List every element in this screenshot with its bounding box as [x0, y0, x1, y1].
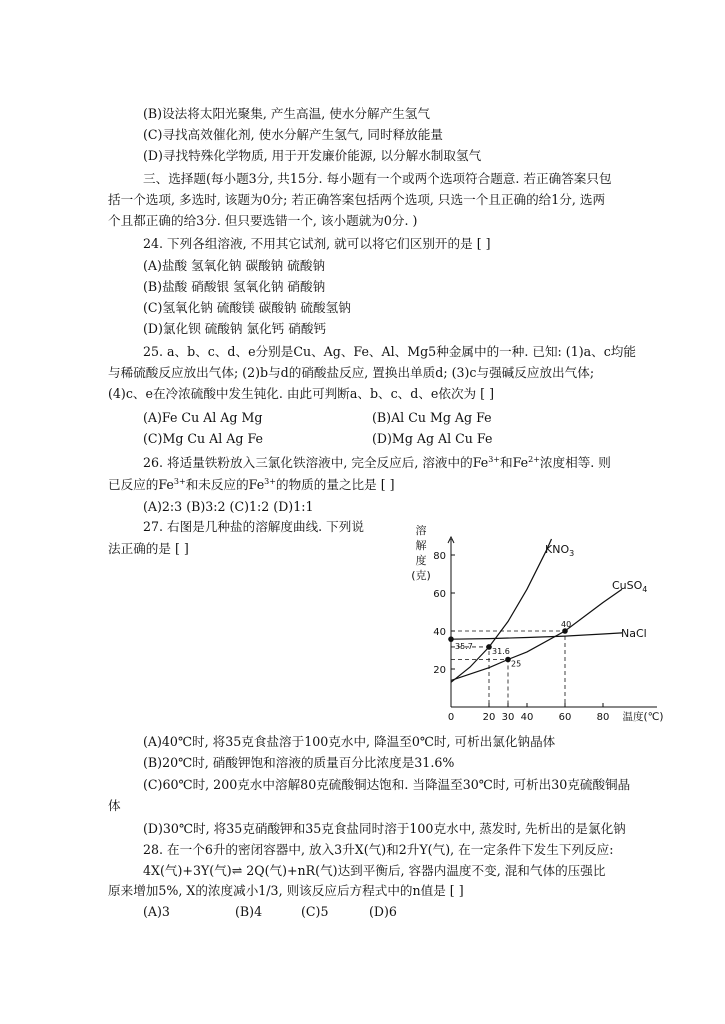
- q26-text-c: 浓度相等. 则: [539, 455, 611, 470]
- guide-30-25: [451, 660, 508, 708]
- series-label-nacl: NaCl: [621, 627, 647, 640]
- fe3-charge-2: 3+: [173, 477, 186, 486]
- question-24-option-a: (A)盐酸 氢氧化钠 碳酸钠 硫酸钠: [143, 258, 326, 273]
- section3-instructions-line2: 括一个选项, 多选时, 该题为0分; 若正确答案包括两个选项, 只选一个且正确的给1分, 选两: [108, 192, 606, 207]
- question-26-options: (A)2:3 (B)3:2 (C)1:2 (D)1:1: [143, 499, 314, 514]
- option-b-line: (B)设法将太阳光聚集, 产生高温, 使水分解产生氢气: [143, 106, 430, 121]
- fe3-charge-3: 3+: [264, 477, 276, 486]
- question-24-option-b: (B)盐酸 硝酸银 氢氧化钠 硝酸钠: [143, 279, 326, 294]
- y-tick-label: 40: [433, 627, 446, 638]
- q26-text-f: 的物质的量之比是 [ ]: [275, 477, 395, 492]
- question-27-option-a: (A)40℃时, 将35克食盐溶于100克水中, 降温至0℃时, 可析出氯化钠晶体: [143, 734, 556, 749]
- q28-option-b: (B)4: [235, 904, 263, 919]
- question-27-option-d: (D)30℃时, 将35克硝酸钾和35克食盐同时溶于100克水中, 蒸发时, 先析出的是氯化钠: [143, 821, 626, 836]
- x-axis-title: 温度(℃): [622, 711, 664, 723]
- y-axis-title-char: (克): [411, 569, 431, 582]
- y-axis-title-char: 溶: [415, 525, 427, 537]
- question-28-stem-line2: 4X(气)+3Y(气)⇌ 2Q(气)+nR(气)达到平衡后, 容器内温度不变, 混和气体的压强比: [143, 863, 606, 878]
- x-tick-label: 0: [447, 712, 455, 723]
- chart-labels: [411, 525, 663, 723]
- x-tick-label: 80: [596, 712, 610, 723]
- point-40: [562, 628, 568, 634]
- question-25-stem-line3: (4)c、e在冷浓硫酸中发生钝化. 由此可判断a、b、c、d、e依次为 [ ]: [108, 386, 494, 401]
- q28-option-d: (D)6: [369, 904, 397, 919]
- section3-instructions-line1: 三、选择题(每小题3分, 共15分. 每小题有一个或两个选项符合题意. 若正确答案只包: [143, 171, 612, 186]
- series-label-cuso4: CuSO$_4$: [612, 579, 648, 594]
- x-tick-label: 40: [520, 712, 534, 723]
- annot-40: 40: [561, 620, 572, 629]
- q28-option-a: (A)3: [143, 904, 170, 919]
- q26-text-b: 和Fe: [500, 455, 529, 470]
- option-d-line: (D)寻找特殊化学物质, 用于开发廉价能源, 以分解水制取氢气: [143, 148, 482, 163]
- option-c-line: (C)寻找高效催化剂, 使水分解产生氢气, 同时释放能量: [143, 127, 443, 142]
- y-axis-title-char: 度: [415, 554, 427, 567]
- y-tick-label: 80: [433, 551, 446, 562]
- question-24-option-c: (C)氢氧化钠 硫酸镁 碳酸钠 硫酸氢钠: [143, 300, 351, 315]
- q28-option-c: (C)5: [301, 904, 329, 919]
- section3-instructions-line3: 个且都正确的给3分. 但只要选错一个, 该小题就为0分. ): [108, 213, 418, 228]
- question-25-option-b: (B)Al Cu Mg Ag Fe: [372, 410, 492, 425]
- annot-35.7: 35.7: [455, 642, 473, 652]
- question-26-stem-line2: [108, 477, 395, 493]
- question-28-options: [143, 904, 397, 920]
- y-tick-label: 60: [433, 589, 446, 600]
- question-27-stem-line1: 27. 右图是几种盐的溶解度曲线. 下列说: [143, 519, 364, 534]
- series-line-kno3: [451, 539, 552, 682]
- y-tick-label: 20: [433, 665, 446, 676]
- question-25-option-d: (D)Mg Ag Al Cu Fe: [372, 431, 493, 446]
- annot-31.6: 31.6: [492, 646, 510, 656]
- fe3-charge: 3+: [488, 455, 500, 464]
- q26-text-e: 和未反应的Fe: [185, 477, 265, 492]
- question-27-option-c-line2: 体: [108, 798, 121, 813]
- question-25-option-a: (A)Fe Cu Al Ag Mg: [143, 410, 263, 425]
- solubility-chart: [405, 525, 685, 730]
- question-27-stem-line2: 法正确的是 [ ]: [108, 541, 189, 556]
- question-26-stem-line1: [143, 455, 611, 471]
- question-27-option-c-line1: (C)60℃时, 200克水中溶解80克硫酸铜达饱和. 当降温至30℃时, 可析出30克硫酸铜晶: [143, 777, 631, 792]
- annot-25: 25: [511, 659, 522, 669]
- question-25-option-c: (C)Mg Cu Al Ag Fe: [143, 431, 263, 446]
- q26-text-d: 已反应的Fe: [108, 477, 174, 492]
- x-tick-label: 30: [501, 712, 515, 723]
- question-28-stem-line3: 原来增加5%, X的浓度减小1/3, 则该反应后方程式中的n值是 [ ]: [108, 883, 464, 898]
- x-tick-label: 60: [558, 712, 572, 723]
- fe2-charge: 2+: [528, 455, 540, 464]
- question-24-option-d: (D)氯化钡 硫酸钠 氯化钙 硝酸钙: [143, 321, 327, 336]
- point-25: [505, 657, 511, 663]
- question-25-stem-line1: 25. a、b、c、d、e分别是Cu、Ag、Fe、Al、Mg5种金属中的一种. 已知: (1)a、c均能: [143, 344, 636, 359]
- question-28-stem-line1: 28. 在一个6升的密闭容器中, 放入3升X(气)和2升Y(气), 在一定条件下发生下列反应:: [143, 842, 614, 857]
- chart-axes: [448, 537, 657, 707]
- question-24-stem: 24. 下列各组溶液, 不用其它试剂, 就可以将它们区别开的是 [ ]: [143, 236, 491, 251]
- x-tick-label: 20: [482, 712, 496, 723]
- point-35.7: [448, 636, 454, 642]
- question-25-stem-line2: 与稀硫酸反应放出气体; (2)b与d的硝酸盐反应, 置换出单质d; (3)c与强碱反应放出气体;: [108, 365, 595, 380]
- point-31.6: [486, 644, 492, 650]
- q26-text-a: 26. 将适量铁粉放入三氯化铁溶液中, 完全反应后, 溶液中的Fe: [143, 455, 489, 470]
- series-label-kno3: $KNO_3$: [545, 543, 575, 558]
- series-line-nacl: [451, 633, 622, 639]
- y-axis-title-char: 解: [415, 539, 427, 552]
- chart-series: [451, 539, 622, 682]
- question-27-option-b: (B)20℃时, 硝酸钾饱和溶液的质量百分比浓度是31.6%: [143, 755, 455, 770]
